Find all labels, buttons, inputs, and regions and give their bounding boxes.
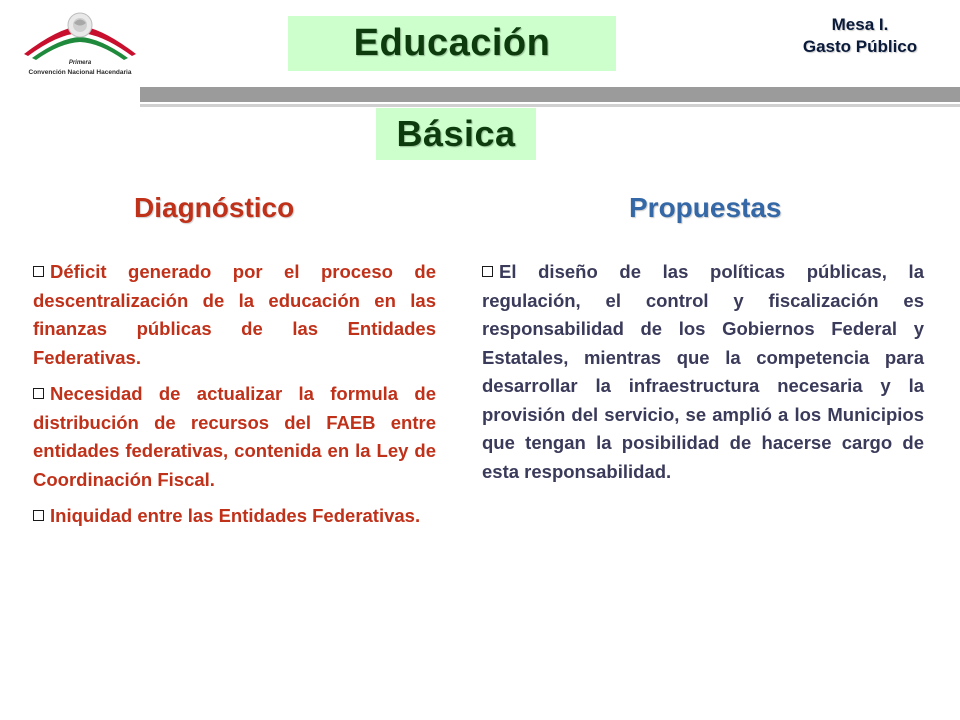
diagnostico-heading: Diagnóstico (134, 192, 295, 223)
convention-logo (18, 8, 142, 82)
session-label (760, 14, 960, 58)
header-divider-line (140, 104, 960, 107)
session-number: Mesa I. (831, 15, 889, 34)
checkbox-bullet-icon (33, 388, 44, 399)
checkbox-bullet-icon (482, 266, 493, 277)
list-item: El diseño de las políticas públicas, la regulación, el control y fiscalización es responsabilidad de los Gobiernos Federal y Estatales, mientras que la competencia para desarrollar la infraestructura necesaria y la provisión del servicio, se amplió a los Municipios que tengan la posibilidad de hacerse cargo de esta responsabilidad. (482, 261, 924, 482)
title-banner (288, 16, 616, 71)
propuestas-list (482, 258, 924, 494)
checkbox-bullet-icon (33, 266, 44, 277)
eagle-seal-icon (18, 8, 142, 62)
subtitle-banner (376, 108, 536, 160)
header-divider-bar (140, 87, 960, 102)
page-title: Educación (353, 22, 551, 64)
list-item: Iniquidad entre las Entidades Federativas. (33, 502, 436, 531)
list-item: Necesidad de actualizar la formula de distribución de recursos del FAEB entre entidades federativas, contenida en la Ley de Coordinación Fiscal. (33, 383, 436, 490)
propuestas-heading: Propuestas (629, 192, 782, 223)
logo-caption-name: Convención Nacional Hacendaria (28, 69, 132, 76)
session-topic: Gasto Público (802, 37, 918, 56)
list-item: Déficit generado por el proceso de descentralización de la educación en las finanzas públicas de las Entidades Federativas. (33, 261, 436, 368)
diagnostico-list (33, 258, 436, 539)
checkbox-bullet-icon (33, 510, 44, 521)
section-subtitle: Básica (396, 113, 516, 154)
logo-caption-top: Primera (68, 60, 92, 66)
